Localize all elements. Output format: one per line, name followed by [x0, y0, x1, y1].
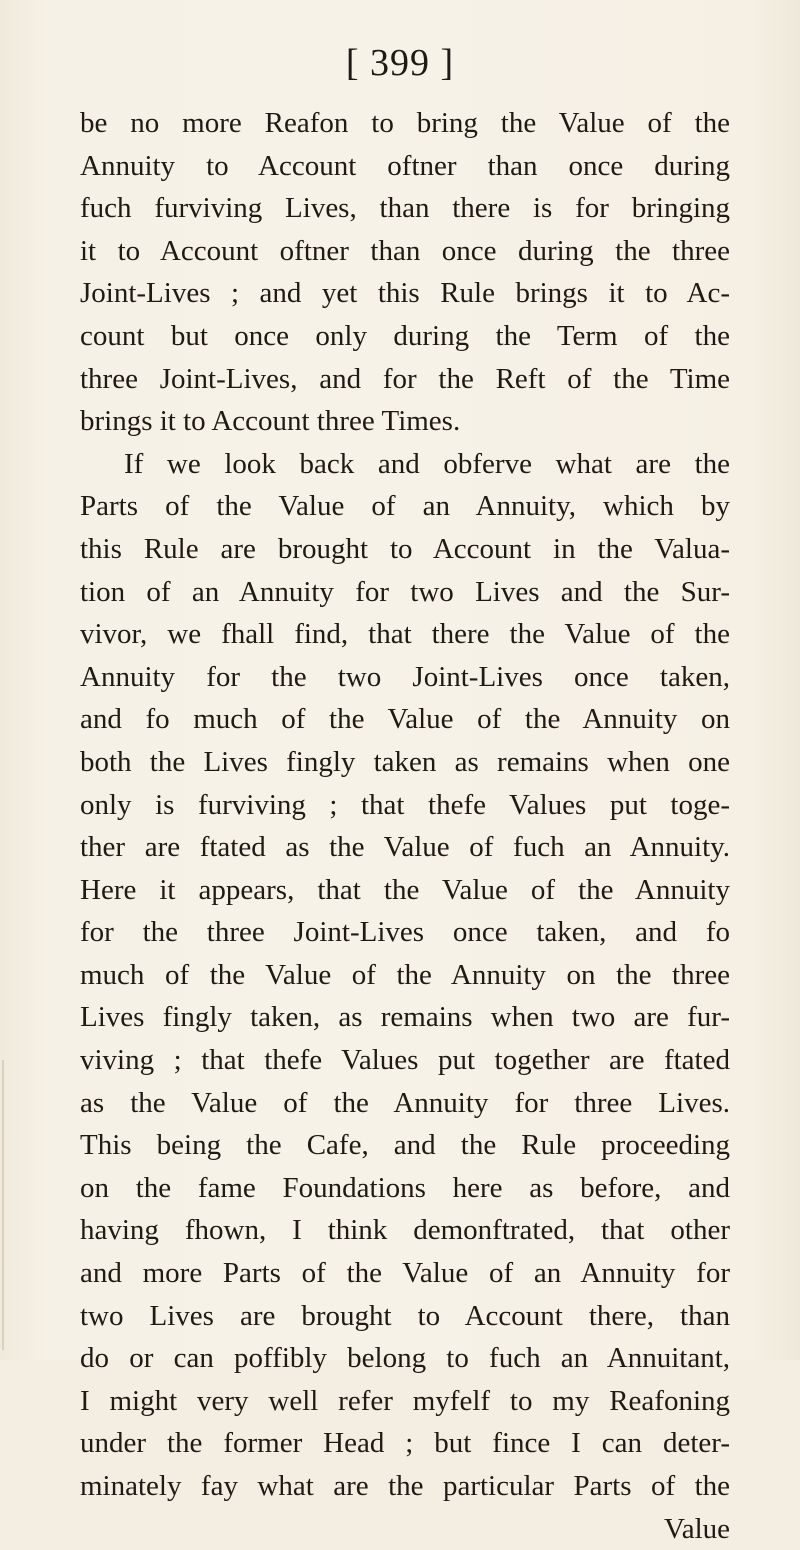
text-line: Parts of the Value of an Annuity, which by	[80, 490, 730, 523]
text-line: two Lives are brought to Account there, than	[80, 1299, 730, 1332]
margin-rule	[2, 1060, 4, 1350]
text-line: as the Value of the Annuity for three Lives.	[80, 1086, 730, 1119]
text-line: minately fay what are the particular Parts of the	[80, 1470, 730, 1502]
text-line: do or can poffibly belong to fuch an Annuitant,	[80, 1342, 730, 1375]
text-line: count but once only during the Term of the	[80, 319, 730, 352]
text-line: both the Lives fingly taken as remains when one	[80, 745, 730, 778]
text-line: brings it to Account three Times.	[80, 405, 461, 438]
text-line: be no more Reafon to bring the Value of the	[80, 107, 730, 139]
text-line: on the fame Foundations here as before, and	[80, 1171, 730, 1204]
text-line: this Rule are brought to Account in the Valua-	[80, 532, 730, 565]
text-line: vivor, we fhall find, that there the Value of the	[80, 618, 730, 651]
catchword: Value	[663, 1512, 730, 1545]
text-line: ther are ftated as the Value of fuch an Annuity.	[80, 831, 730, 864]
text-line: Joint-Lives ; and yet this Rule brings it to Ac-	[80, 277, 730, 310]
text-line: having fhown, I think demonftrated, that other	[80, 1214, 730, 1247]
text-line: for the three Joint-Lives once taken, and fo	[80, 916, 730, 949]
text-line: viving ; that thefe Values put together are ftated	[80, 1044, 730, 1077]
text-line: only is furviving ; that thefe Values put toge-	[80, 788, 730, 821]
text-line: much of the Value of the Annuity on the three	[80, 958, 730, 991]
text-line: and fo much of the Value of the Annuity on	[80, 703, 730, 736]
text-line: Annuity to Account oftner than once during	[80, 149, 730, 182]
text-line: Annuity for the two Joint-Lives once taken,	[80, 660, 730, 693]
text-line: If we look back and obferve what are the	[124, 447, 730, 480]
text-line: tion of an Annuity for two Lives and the Sur-	[80, 575, 730, 608]
body-text	[80, 102, 730, 1550]
text-line: and more Parts of the Value of an Annuity for	[80, 1257, 730, 1290]
text-line: under the former Head ; but fince I can deter-	[80, 1427, 730, 1460]
text-line: I might very well refer myfelf to my Reafoning	[80, 1384, 730, 1417]
page-number: [ 399 ]	[345, 42, 455, 84]
text-line: This being the Cafe, and the Rule proceeding	[80, 1129, 730, 1162]
text-line: it to Account oftner than once during the three	[80, 234, 730, 267]
text-line: Here it appears, that the Value of the Annuity	[80, 873, 730, 906]
text-line: fuch furviving Lives, than there is for bringing	[80, 192, 730, 225]
text-line: Lives fingly taken, as remains when two are fur-	[80, 1001, 730, 1034]
text-line: three Joint-Lives, and for the Reft of the Time	[80, 362, 730, 395]
